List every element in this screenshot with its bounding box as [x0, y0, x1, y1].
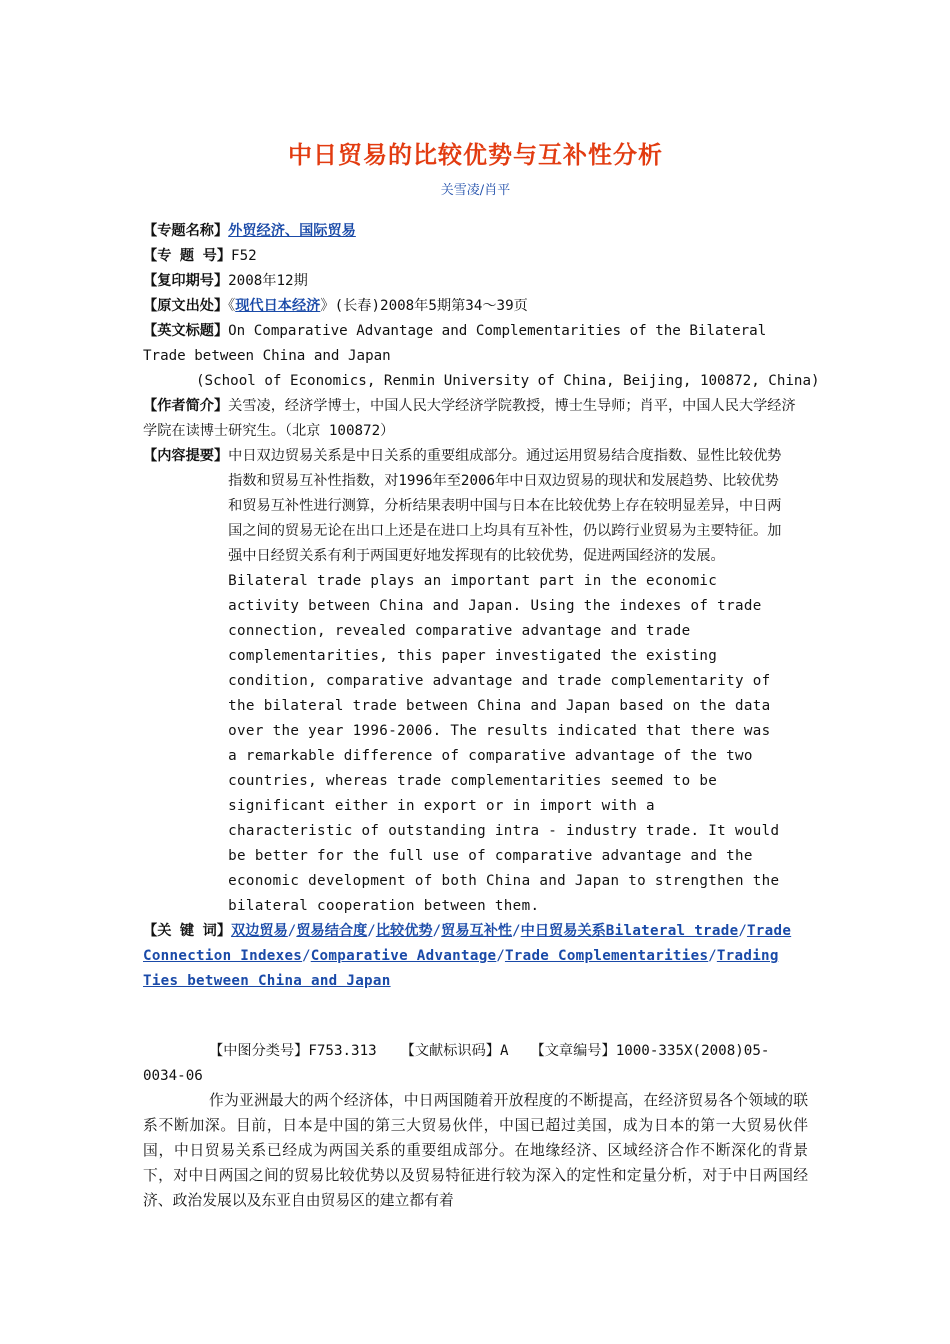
- author-line: [143, 179, 808, 198]
- keyword-separator: /: [287, 923, 297, 939]
- doc-code-value: A: [500, 1043, 509, 1059]
- journal-link[interactable]: 现代日本经济: [235, 298, 321, 314]
- author-intro-row: [143, 394, 808, 444]
- source-detail: 》(长春)2008年5期第34～39页: [320, 298, 528, 314]
- abstract-label: 【内容提要】: [143, 448, 229, 464]
- keyword-link[interactable]: 双边贸易: [231, 923, 288, 939]
- author-link-2[interactable]: 肖平: [484, 183, 511, 198]
- classification-line: [143, 1039, 808, 1089]
- keyword-link[interactable]: Trade Connection Indexes: [143, 923, 792, 964]
- clc-value: F753.313: [308, 1043, 377, 1059]
- topic-label: 【专题名称】: [143, 223, 229, 239]
- keyword-link[interactable]: Trading Ties between China and Japan: [143, 948, 779, 989]
- author-intro-text: 关雪凌，经济学博士，中国人民大学经济学院教授，博士生导师；肖平，中国人民大学经济学院在读博士研究生。（北京 100872）: [143, 398, 796, 439]
- keyword-link[interactable]: 贸易互补性: [441, 923, 513, 939]
- article-number-label: 【文章编号】: [530, 1043, 616, 1059]
- reprint-row: [143, 269, 808, 294]
- source-open-bracket: 《: [228, 298, 236, 314]
- author-intro-label: 【作者简介】: [143, 398, 229, 414]
- keyword-separator: /: [432, 923, 442, 939]
- reprint-label: 【复印期号】: [143, 273, 229, 289]
- topic-number-row: [143, 244, 808, 269]
- article-title: 中日贸易的比较优势与互补性分析: [288, 140, 663, 169]
- keyword-separator: /: [367, 923, 376, 939]
- author-separator: /: [479, 183, 485, 198]
- body-paragraph: 作为亚洲最大的两个经济体，中日两国随着开放程度的不断提高，在经济贸易各个领域的联系不断加深。目前，日本是中国的第三大贸易伙伴，中国已超过美国，成为日本的第一大贸易伙伴国，中日贸易关系已经成为两国关系的重要组成部分。在地缘经济、区域经济合作不断深化的背景下，对中日两国之间的贸易比较优势以及贸易特征进行较为深入的定性和定量分析，对于中日两国经济、政治发展以及东亚自由贸易区的建立都有着: [143, 1092, 808, 1209]
- keyword-separator: /: [512, 923, 521, 939]
- english-title-row-2: [143, 344, 808, 369]
- clc-label: 【中图分类号】: [209, 1043, 309, 1059]
- english-title-line1: On Comparative Advantage and Complementarities of the Bilateral: [228, 323, 767, 339]
- source-row: [143, 294, 808, 319]
- keyword-separator: /: [708, 948, 717, 964]
- keyword-link[interactable]: Bilateral trade: [605, 923, 739, 939]
- keyword-separator: /: [496, 948, 505, 964]
- keyword-separator: /: [738, 923, 747, 939]
- topic-link[interactable]: 外贸经济、国际贸易: [228, 223, 356, 239]
- keyword-link[interactable]: 中日贸易关系: [520, 923, 606, 939]
- keyword-link[interactable]: 比较优势: [375, 923, 433, 939]
- english-title-label: 【英文标题】: [143, 323, 229, 339]
- keyword-link[interactable]: Comparative Advantage: [310, 948, 497, 964]
- reprint-value: 2008年12期: [228, 273, 308, 289]
- article-body: [143, 1088, 808, 1213]
- abstract-row: [143, 444, 808, 919]
- keyword-separator: /: [302, 948, 311, 964]
- affiliation: (School of Economics, Renmin University of China, Beijing, 100872, China): [196, 373, 820, 389]
- doc-code-label: 【文献标识码】: [400, 1043, 500, 1059]
- article-number-value: 1000-335X(2008)05-0034-06: [143, 1043, 770, 1084]
- topic-number-label: 【专 题 号】: [143, 248, 232, 264]
- abstract-chinese: 中日双边贸易关系是中日关系的重要组成部分。通过运用贸易结合度指数、显性比较优势指数和贸易互补性指数，对1996年至2006年中日双边贸易的现状和发展趋势、比较优势和贸易互补性进行测算，分析结果表明中国与日本在比较优势上存在较明显差异，中日两国之间的贸易无论在出口上还是在进口上均具有互补性，仍以跨行业贸易为主要特征。加强中日经贸关系有利于两国更好地发挥现有的比较优势，促进两国经济的发展。: [228, 448, 782, 564]
- topic-row: [143, 219, 808, 244]
- keyword-link[interactable]: Trade Complementarities: [504, 948, 709, 964]
- author-link-1[interactable]: 关雪凌: [440, 183, 480, 198]
- metadata-block: [143, 219, 820, 994]
- keyword-link[interactable]: 贸易结合度: [296, 923, 368, 939]
- abstract-body: [228, 444, 788, 919]
- abstract-english: Bilateral trade plays an important part in the economic activity between China and Japan. Using the indexes of trade connection, revealed comparative advantage and trade complementarities, this paper investigated the existing condition, comparative advantage and trade complementarity of the bilateral trade between China and Japan based on the data over the year 1996-2006. The results indicated that there was a remarkable difference of comparative advantage of the two countries, whereas trade complementarities seemed to be significant either in export or in import with a characteristic of outstanding intra - industry trade. It would be better for the full use of comparative advantage and the economic development of both China and Japan to strengthen the bilateral cooperation between them.: [228, 573, 780, 914]
- english-title-row: [143, 319, 808, 344]
- keywords-label: 【关 键 词】: [143, 923, 232, 939]
- source-label: 【原文出处】: [143, 298, 229, 314]
- english-title-line2: Trade between China and Japan: [143, 348, 391, 364]
- topic-number-value: F52: [231, 248, 257, 264]
- keywords-row: [143, 919, 808, 994]
